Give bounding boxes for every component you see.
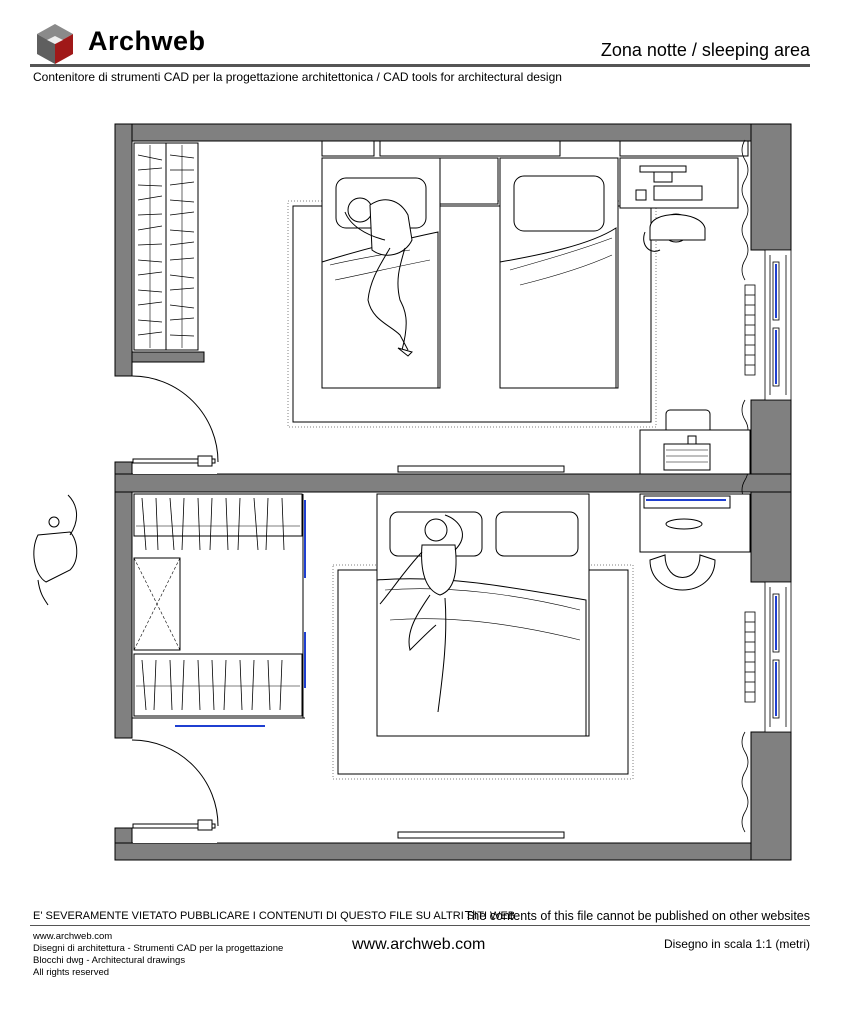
tv-upper (398, 466, 564, 472)
wall-shelves-upper (322, 141, 748, 156)
footer-line: All rights reserved (33, 967, 110, 978)
single-bed-right (500, 158, 618, 388)
footer-line: Disegni di architettura - Strumenti CAD per la progettazione (33, 943, 284, 954)
website-link[interactable]: www.archweb.com (352, 936, 486, 953)
single-bed-left (322, 158, 440, 388)
desk-upper (620, 158, 738, 251)
wardrobe-lower (132, 494, 305, 726)
footer-line: www.archweb.com (33, 931, 113, 942)
door-upper (132, 376, 218, 466)
warning-italian: E' SEVERAMENTE VIETATO PUBBLICARE I CONTENUTI DI QUESTO FILE SU ALTRI SITI WEB (33, 910, 516, 922)
desk-lower-upper-room (640, 410, 750, 474)
double-bed (377, 494, 589, 736)
tv-lower (398, 832, 564, 838)
warning-english: The contents of this file cannot be published on other websites (464, 909, 810, 923)
desk-lower (640, 494, 750, 590)
door-lower (132, 740, 218, 830)
section-title: Zona notte / sleeping area (600, 40, 810, 60)
footer-divider (30, 925, 810, 926)
wardrobe-upper (134, 143, 198, 350)
brand-name: Archweb (88, 26, 206, 56)
walking-person (34, 495, 77, 605)
subtitle: Contenitore di strumenti CAD per la progettazione architettonica / CAD tools for architectural design (33, 70, 562, 84)
nightstand-upper (440, 158, 498, 204)
footer-line: Blocchi dwg - Architectural drawings (33, 955, 186, 966)
scale-note: Disegno in scala 1:1 (metri) (663, 937, 810, 951)
